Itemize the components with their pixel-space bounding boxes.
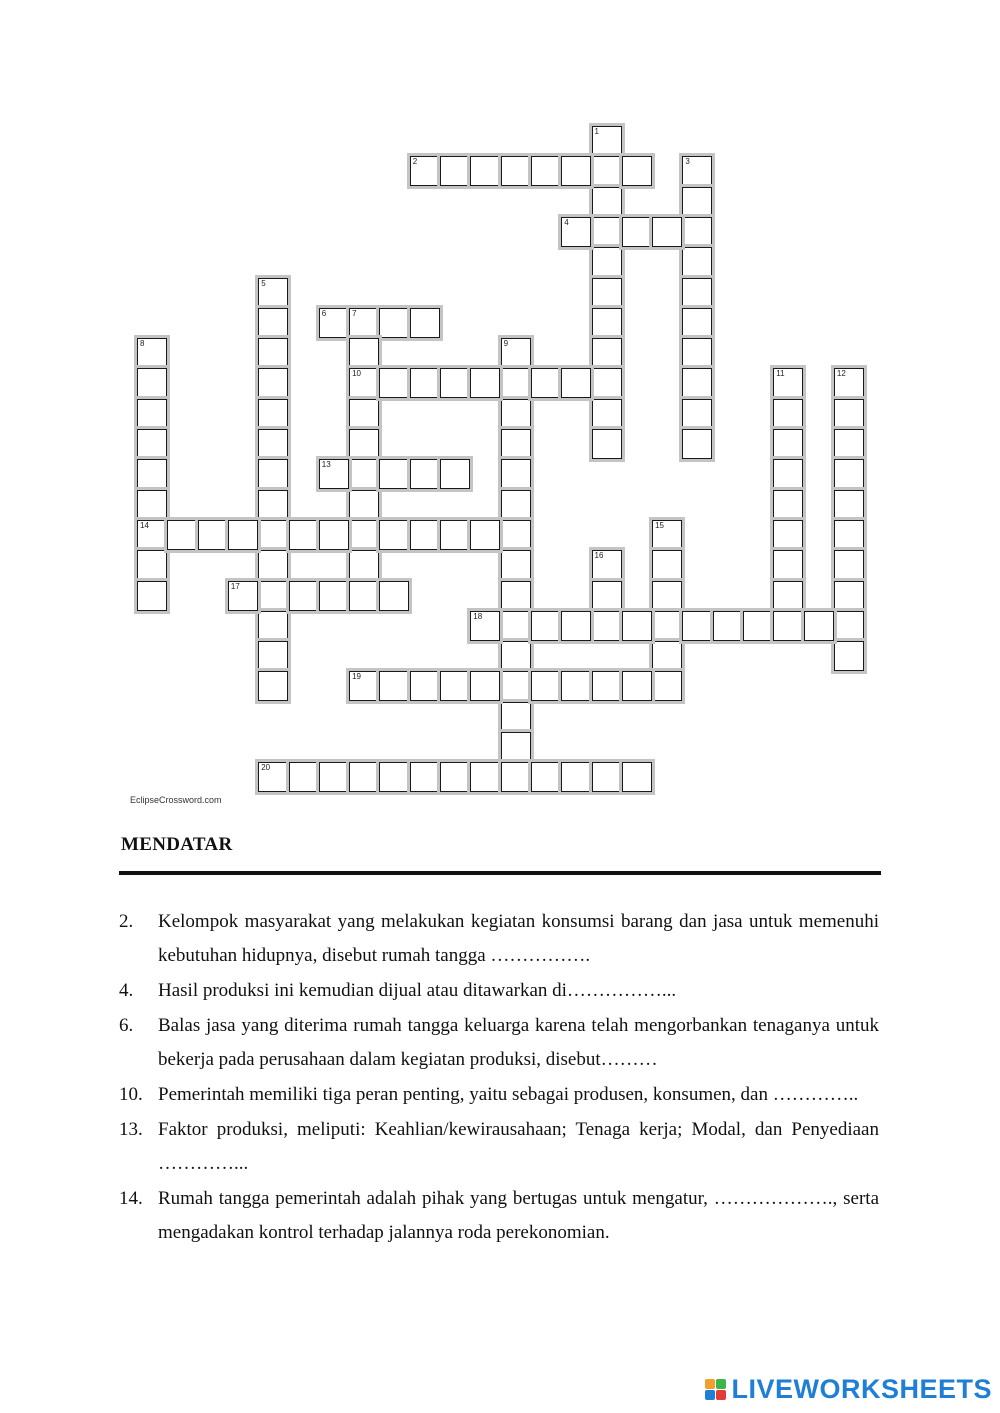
liveworksheets-logo-text: LIVEWORKSHEETS [731,1374,992,1404]
crossword-cell[interactable] [652,581,682,611]
crossword-cell[interactable] [592,368,622,398]
crossword-cell[interactable] [470,611,500,641]
crossword-cell[interactable] [652,550,682,580]
crossword-cell[interactable] [682,611,712,641]
crossword-cell[interactable] [773,459,803,489]
crossword-cell[interactable] [258,368,288,398]
crossword-cell[interactable] [622,611,652,641]
crossword-cell[interactable] [773,399,803,429]
crossword-cell[interactable] [379,520,409,550]
crossword-cell[interactable] [258,399,288,429]
cell-number: 19 [352,672,361,682]
crossword-cell[interactable] [592,429,622,459]
crossword-cell[interactable] [349,338,379,368]
crossword-cell[interactable] [440,368,470,398]
logo-square-4 [716,1390,726,1400]
clue-item [119,905,879,973]
heading-divider [119,871,881,875]
cell-number: 5 [261,278,266,288]
crossword-cell[interactable] [652,641,682,671]
crossword-cell[interactable] [531,156,561,186]
crossword-cell[interactable] [137,459,167,489]
crossword-cell[interactable] [349,671,379,701]
clue-item [119,1078,879,1112]
crossword-cell[interactable] [531,762,561,792]
clue-number: 4. [119,980,134,1001]
crossword-cell[interactable] [410,671,440,701]
crossword-cell[interactable] [682,368,712,398]
crossword-cell[interactable] [834,368,864,398]
crossword-cell[interactable] [682,338,712,368]
cell-number: 12 [836,369,846,379]
crossword-cell[interactable] [228,520,258,550]
crossword-cell[interactable] [561,156,591,186]
crossword-cell[interactable] [319,762,349,792]
crossword-cell[interactable] [258,278,288,308]
cell-number: 13 [321,460,331,470]
clue-text: Balas jasa yang diterima rumah tangga keluarga karena telah mengorbankan tenaganya untuk bekerja pada perusahaan dalam kegiatan produksi, disebut……… [158,1015,879,1070]
cell-number: 15 [655,520,664,530]
crossword-cell[interactable] [743,611,773,641]
crossword-cell[interactable] [592,308,622,338]
crossword-cell[interactable] [440,762,470,792]
crossword-cell[interactable] [501,338,531,368]
crossword-cell[interactable] [592,550,622,580]
clue-number: 13. [119,1119,143,1140]
crossword-cell[interactable] [349,399,379,429]
crossword-cell[interactable] [501,702,531,732]
crossword-cell[interactable] [258,459,288,489]
crossword-cell[interactable] [592,156,622,186]
crossword-cell[interactable] [501,550,531,580]
logo-square-3 [705,1390,715,1400]
crossword-cell[interactable] [834,581,864,611]
crossword-cell[interactable] [501,490,531,520]
crossword-cell[interactable] [834,520,864,550]
crossword-cell[interactable] [410,762,440,792]
logo-square-2 [716,1379,726,1389]
crossword-cell[interactable] [410,368,440,398]
crossword-cell[interactable] [379,581,409,611]
crossword-cell[interactable] [531,611,561,641]
crossword-cell[interactable] [592,217,622,247]
crossword-cell[interactable] [773,581,803,611]
crossword-cell[interactable] [561,611,591,641]
clue-item [119,1182,879,1250]
cell-number: 14 [140,520,149,530]
crossword-cell[interactable] [379,762,409,792]
crossword-cell[interactable] [682,278,712,308]
crossword-cell[interactable] [319,308,349,338]
crossword-cell[interactable] [501,368,531,398]
crossword-cell[interactable] [682,156,712,186]
clue-number: 2. [119,911,134,932]
crossword-cell[interactable] [137,429,167,459]
crossword-cell[interactable] [834,459,864,489]
crossword-cell[interactable] [319,459,349,489]
clue-item [119,974,879,1008]
clue-text: Hasil produksi ini kemudian dijual atau ditawarkan di……………... [158,980,677,1001]
clue-number: 6. [119,1015,134,1036]
liveworksheets-logo [705,1374,992,1405]
crossword-cell[interactable] [773,429,803,459]
crossword-cell[interactable] [592,581,622,611]
crossword-cell[interactable] [379,459,409,489]
crossword-cell[interactable] [198,520,228,550]
crossword-cell[interactable] [410,459,440,489]
cell-number: 6 [321,308,327,318]
crossword-cell[interactable] [834,429,864,459]
crossword-cell[interactable] [258,520,288,550]
crossword-cell[interactable] [622,762,652,792]
crossword-cell[interactable] [440,156,470,186]
crossword-cell[interactable] [531,368,561,398]
cell-number: 3 [685,157,690,167]
crossword-cell[interactable] [652,520,682,550]
crossword-cell[interactable] [592,611,622,641]
crossword-cell[interactable] [834,611,864,641]
crossword-cell[interactable] [289,581,319,611]
cell-number: 2 [412,157,418,167]
cell-number: 16 [594,551,604,561]
crossword-cell[interactable] [501,459,531,489]
clue-number: 14. [119,1188,143,1209]
cell-number: 7 [352,308,357,318]
cell-number: 8 [140,339,145,349]
crossword-cell[interactable] [682,247,712,277]
clue-text: Faktor produksi, meliputi: Keahlian/kewirausahaan; Tenaga kerja; Modal, dan Penyediaan …………... [158,1119,879,1174]
crossword-cell[interactable] [319,520,349,550]
crossword-cell[interactable] [501,520,531,550]
crossword-cell[interactable] [258,308,288,338]
crossword-cell[interactable] [592,187,622,217]
crossword-cell[interactable] [137,520,167,550]
crossword-cell[interactable] [561,217,591,247]
crossword-cell[interactable] [440,671,470,701]
crossword-cell[interactable] [682,308,712,338]
crossword-cell[interactable] [167,520,197,550]
crossword-cell[interactable] [592,126,622,156]
crossword-cell[interactable] [501,581,531,611]
crossword-cell[interactable] [258,429,288,459]
crossword-cell[interactable] [470,762,500,792]
crossword-cell[interactable] [258,550,288,580]
crossword-cell[interactable] [561,368,591,398]
crossword-cell[interactable] [137,490,167,520]
crossword-cell[interactable] [379,368,409,398]
crossword-cell[interactable] [258,490,288,520]
crossword-cell[interactable] [410,520,440,550]
crossword-cell[interactable] [349,550,379,580]
crossword-cell[interactable] [349,520,379,550]
section-heading: MENDATAR [121,834,233,855]
crossword-cell[interactable] [258,581,288,611]
crossword-cell[interactable] [258,762,288,792]
crossword-cell[interactable] [349,429,379,459]
crossword-cell[interactable] [410,156,440,186]
cell-number: 10 [352,369,361,379]
crossword-cell[interactable] [592,399,622,429]
crossword-cell[interactable] [773,611,803,641]
crossword-cell[interactable] [349,368,379,398]
crossword-cell[interactable] [682,217,712,247]
crossword-cell[interactable] [561,671,591,701]
clue-text: Pemerintah memiliki tiga peran penting, yaitu sebagai produsen, konsumen, dan ………….. [158,1084,859,1105]
crossword-cell[interactable] [561,762,591,792]
crossword-cell[interactable] [470,368,500,398]
crossword-cell[interactable] [349,581,379,611]
crossword-cell[interactable] [137,581,167,611]
crossword-cell[interactable] [349,308,379,338]
eclipse-credit: EclipseCrossword.com [130,795,222,805]
crossword-cell[interactable] [501,671,531,701]
crossword-cell[interactable] [682,399,712,429]
crossword-cell[interactable] [773,520,803,550]
crossword-cell[interactable] [592,278,622,308]
clue-item [119,1113,879,1181]
crossword-cell[interactable] [773,550,803,580]
crossword-cell[interactable] [834,550,864,580]
clue-text: Rumah tangga pemerintah adalah pihak yang bertugas untuk mengatur, ………………., serta mengadakan kontrol terhadap jalannya roda perekonomian. [158,1188,879,1243]
crossword-cell[interactable] [440,520,470,550]
crossword-cell[interactable] [289,520,319,550]
crossword-cell[interactable] [773,368,803,398]
crossword-cell[interactable] [137,399,167,429]
crossword-cell[interactable] [501,399,531,429]
crossword-cell[interactable] [501,429,531,459]
crossword-cell[interactable] [592,338,622,368]
crossword-cell[interactable] [470,156,500,186]
crossword-cell[interactable] [501,641,531,671]
crossword-cell[interactable] [440,459,470,489]
cell-number: 18 [473,611,483,621]
clue-list [119,905,879,1251]
crossword-cell[interactable] [501,156,531,186]
crossword-cell[interactable] [410,308,440,338]
cell-number: 9 [503,339,509,349]
crossword-cell[interactable] [501,732,531,762]
liveworksheets-logo-icon [705,1379,726,1400]
crossword-cell[interactable] [349,459,379,489]
crossword-cell[interactable] [137,550,167,580]
crossword-cell[interactable] [137,338,167,368]
crossword-cell[interactable] [258,338,288,368]
crossword-cell[interactable] [652,611,682,641]
crossword-cell[interactable] [470,671,500,701]
crossword-cell[interactable] [622,217,652,247]
logo-square-1 [705,1379,715,1389]
cell-number: 1 [594,127,599,136]
cell-number: 4 [564,217,569,227]
clue-item [119,1009,879,1077]
crossword-cell[interactable] [258,611,288,641]
crossword-cell[interactable] [349,490,379,520]
crossword-cell[interactable] [349,762,379,792]
crossword-cell[interactable] [834,399,864,429]
crossword-cell[interactable] [592,671,622,701]
crossword-cell[interactable] [622,156,652,186]
crossword-cell[interactable] [319,581,349,611]
crossword-cell[interactable] [379,671,409,701]
crossword-cell[interactable] [652,671,682,701]
crossword-cell[interactable] [137,368,167,398]
crossword-cell[interactable] [501,611,531,641]
crossword-cell[interactable] [713,611,743,641]
crossword-cell[interactable] [592,762,622,792]
crossword-cell[interactable] [622,671,652,701]
crossword-cell[interactable] [379,308,409,338]
crossword-cell[interactable] [652,217,682,247]
crossword-cell[interactable] [682,429,712,459]
crossword-cell[interactable] [501,762,531,792]
crossword-cell[interactable] [228,581,258,611]
crossword-cell[interactable] [258,641,288,671]
crossword-cell[interactable] [531,671,561,701]
cell-number: 17 [230,581,240,591]
crossword-cell[interactable] [804,611,834,641]
crossword-cell[interactable] [258,671,288,701]
clue-number: 10. [119,1084,143,1105]
crossword-cell[interactable] [834,641,864,671]
crossword-cell[interactable] [773,490,803,520]
crossword-cell[interactable] [682,187,712,217]
cell-number: 20 [261,763,271,773]
crossword-cell[interactable] [289,762,319,792]
crossword-cell[interactable] [470,520,500,550]
crossword-cell[interactable] [834,490,864,520]
crossword-cell[interactable] [592,247,622,277]
clue-text: Kelompok masyarakat yang melakukan kegiatan konsumsi barang dan jasa untuk memenuhi kebutuhan hidupnya, disebut rumah tangga ……………. [158,911,879,966]
cell-number: 11 [776,369,785,379]
